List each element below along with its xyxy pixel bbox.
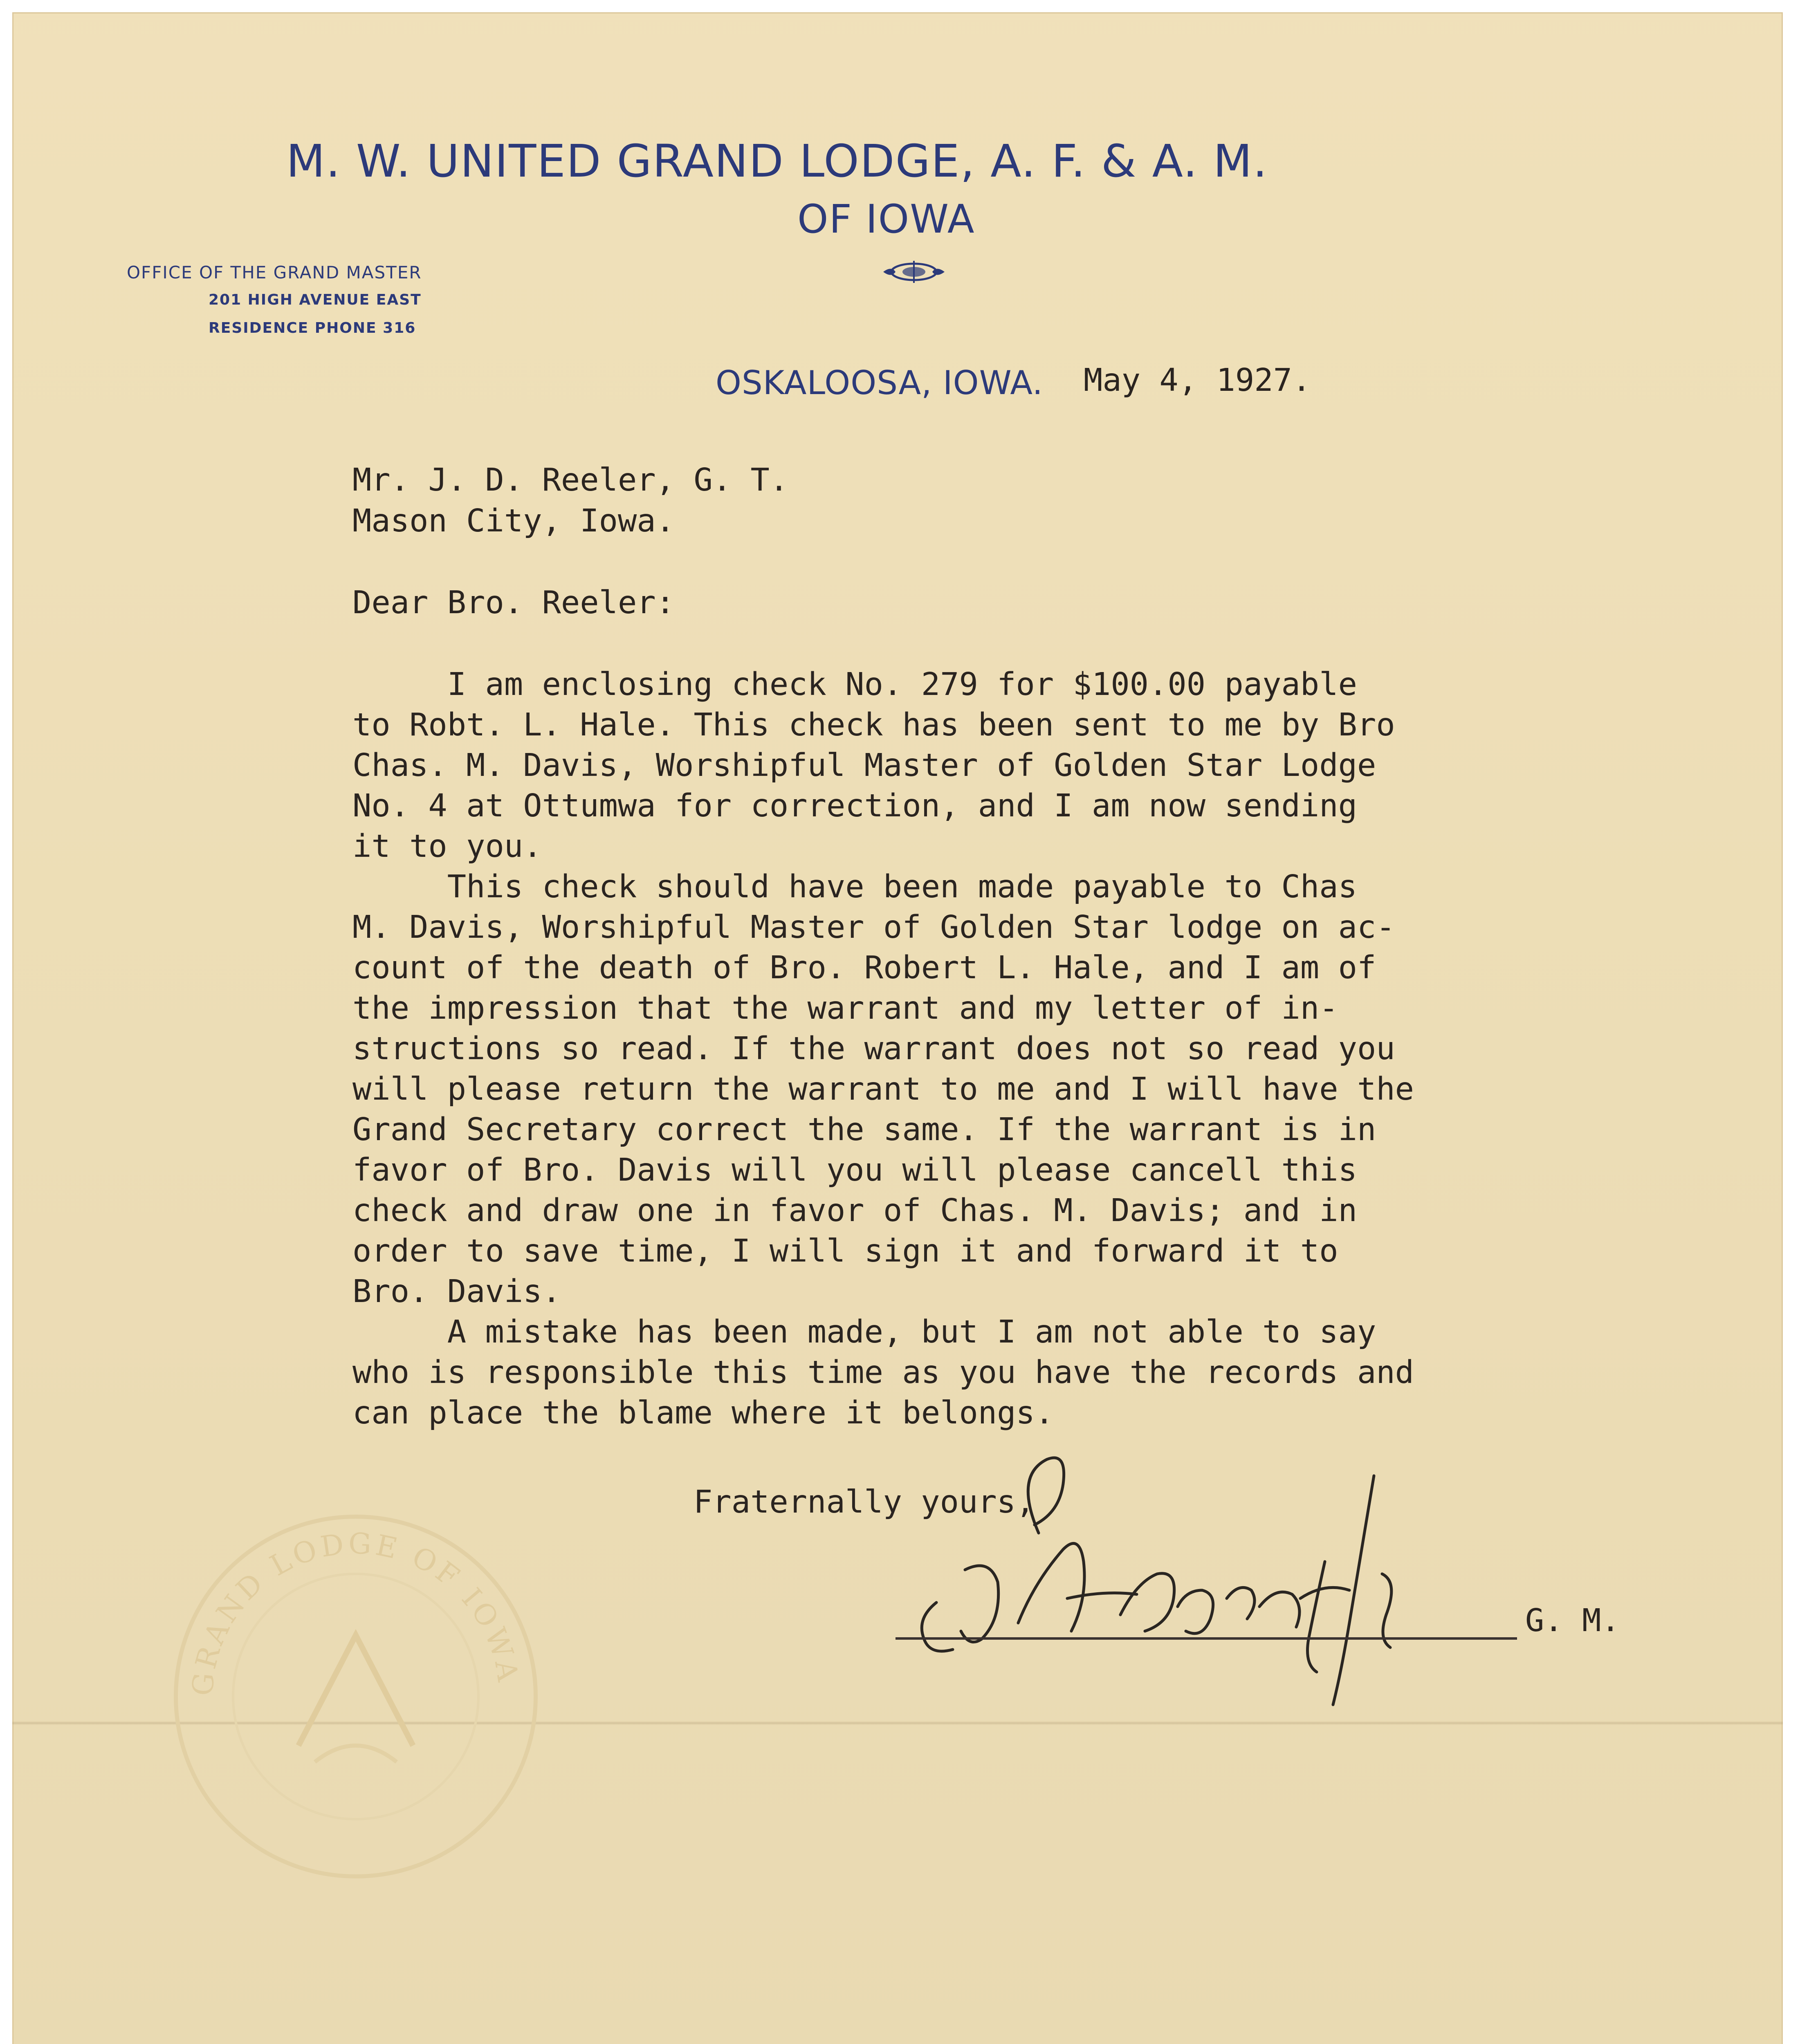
body-line: the impression that the warrant and my letter of in- bbox=[352, 990, 1338, 1026]
letter-sheet bbox=[12, 12, 1783, 2044]
body-line: No. 4 at Ottumwa for correction, and I am now sending bbox=[352, 788, 1357, 824]
body-line: it to you. bbox=[352, 828, 542, 865]
letter-date: May 4, 1927. bbox=[1084, 362, 1311, 399]
letterhead-address: 201 HIGH AVENUE EAST bbox=[209, 291, 422, 308]
salutation: Dear Bro. Reeler: bbox=[352, 585, 675, 621]
body-line: can place the blame where it belongs. bbox=[352, 1395, 1054, 1431]
body-line: to Robt. L. Hale. This check has been sent to me by Bro bbox=[352, 707, 1395, 743]
body-line: favor of Bro. Davis will you will please cancell this bbox=[352, 1152, 1357, 1188]
closing: Fraternally yours, bbox=[694, 1484, 1035, 1520]
body-line: structions so read. If the warrant does not so read you bbox=[352, 1031, 1395, 1067]
embossed-seal bbox=[159, 1500, 552, 1893]
body-line: I am enclosing check No. 279 for $100.00 payable bbox=[352, 666, 1357, 703]
body-line: This check should have been made payable to Chas bbox=[352, 869, 1357, 905]
body-line: who is responsible this time as you have the records and bbox=[352, 1354, 1414, 1391]
body-line: A mistake has been made, but I am not able to say bbox=[352, 1314, 1376, 1350]
body-line: count of the death of Bro. Robert L. Hale, and I am of bbox=[352, 950, 1376, 986]
recipient-line-1: Mr. J. D. Reeler, G. T. bbox=[352, 462, 789, 498]
body-line: order to save time, I will sign it and forward it to bbox=[352, 1233, 1338, 1269]
letterhead-phone: RESIDENCE PHONE 316 bbox=[209, 320, 416, 336]
body-line: Chas. M. Davis, Worshipful Master of Golden Star Lodge bbox=[352, 747, 1376, 784]
signature-line bbox=[896, 1637, 1517, 1640]
letterhead-title: M. W. UNITED GRAND LODGE, A. F. & A. M. bbox=[286, 135, 1268, 187]
letterhead-city: OSKALOOSA, IOWA. bbox=[716, 364, 1044, 402]
handwritten-signature bbox=[891, 1427, 1525, 1713]
body-line: Grand Secretary correct the same. If the warrant is in bbox=[352, 1112, 1376, 1148]
signer-title: G. M. bbox=[1525, 1602, 1620, 1639]
letterhead-subtitle: OF IOWA bbox=[797, 196, 975, 242]
body-line: Bro. Davis. bbox=[352, 1273, 561, 1310]
body-line: check and draw one in favor of Chas. M. Davis; and in bbox=[352, 1192, 1357, 1229]
body-line: will please return the warrant to me and I will have the bbox=[352, 1071, 1414, 1107]
recipient-line-2: Mason City, Iowa. bbox=[352, 503, 675, 539]
letterhead-office: OFFICE OF THE GRAND MASTER bbox=[127, 262, 422, 282]
lodge-emblem-icon bbox=[879, 258, 949, 286]
body-line: M. Davis, Worshipful Master of Golden Star lodge on ac- bbox=[352, 909, 1395, 946]
seal-text: GRAND LODGE OF IOWA bbox=[185, 1526, 525, 1697]
